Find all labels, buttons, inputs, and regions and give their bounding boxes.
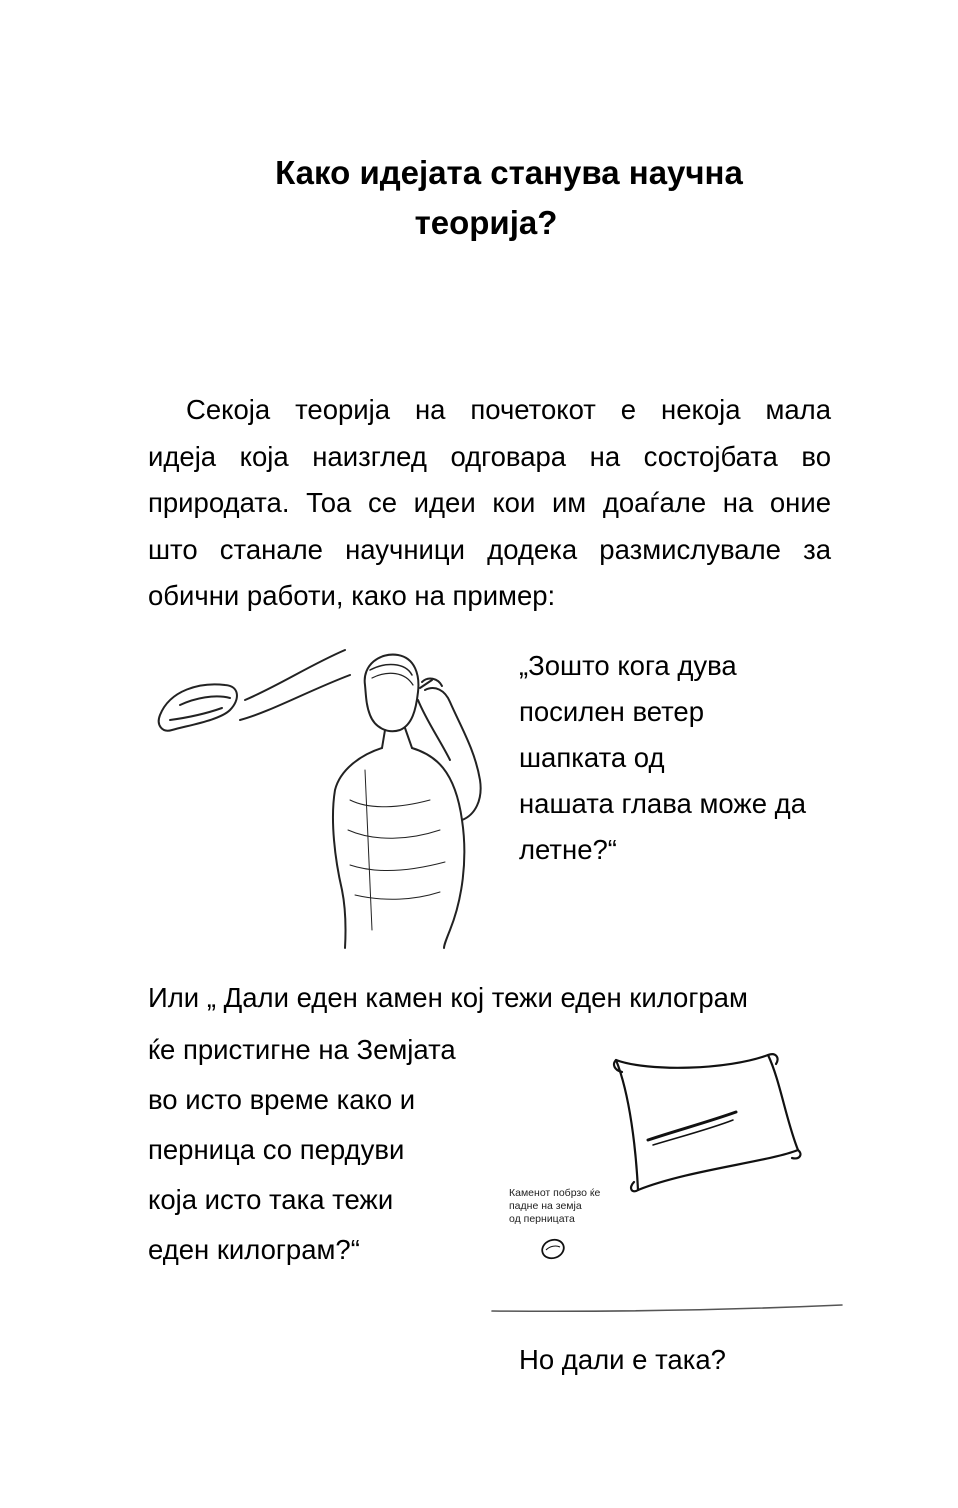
question-line: во исто време како и xyxy=(148,1084,416,1115)
question-line: нашата глава може да xyxy=(519,788,807,819)
caption-line: од перницата xyxy=(509,1213,575,1225)
man-and-hat-illustration xyxy=(150,630,510,950)
intro-line: што станале научници додека размислувале за xyxy=(148,533,831,565)
question-stone-feather-first-line: Или „ Дали еден камен кој тежи еден килограм xyxy=(148,982,748,1013)
question-hat-wind xyxy=(519,643,806,873)
intro-line: обични работи, како на пример: xyxy=(148,580,556,611)
question-line: „Зошто кога дува xyxy=(519,650,737,681)
page-title-line-1: Како идејата станува научна xyxy=(275,154,743,191)
question-line: летне?“ xyxy=(519,834,617,865)
question-stone-feather xyxy=(148,1025,456,1275)
intro-line: Секоја теорија на почетокот е некоја мала xyxy=(186,394,831,425)
intro-line: природата. Тоа се идеи кои им доаѓале на оние xyxy=(148,487,831,518)
question-line: шапката од xyxy=(519,742,665,773)
pillow-illustration xyxy=(608,1050,808,1200)
question-line: ќе пристигне на Земјата xyxy=(148,1034,456,1065)
question-line: перница со пердуви xyxy=(148,1134,405,1165)
stone-illustration xyxy=(538,1236,568,1262)
question-line: еден килограм?“ xyxy=(148,1234,360,1265)
page-title-line-2: теорија? xyxy=(414,204,558,241)
caption-line: Каменот побрзо ќе xyxy=(509,1187,601,1199)
question-line: посилен ветер xyxy=(519,696,705,727)
caption-line: падне на земја xyxy=(509,1200,582,1212)
illustration-caption xyxy=(509,1187,600,1226)
intro-line: идеја која наизглед одговара на состојбата во xyxy=(148,440,831,472)
question-line: која исто така тежи xyxy=(148,1184,394,1215)
intro-paragraph xyxy=(148,387,831,620)
closing-question: Но дали е така? xyxy=(519,1344,726,1375)
ground-line xyxy=(490,1300,850,1316)
